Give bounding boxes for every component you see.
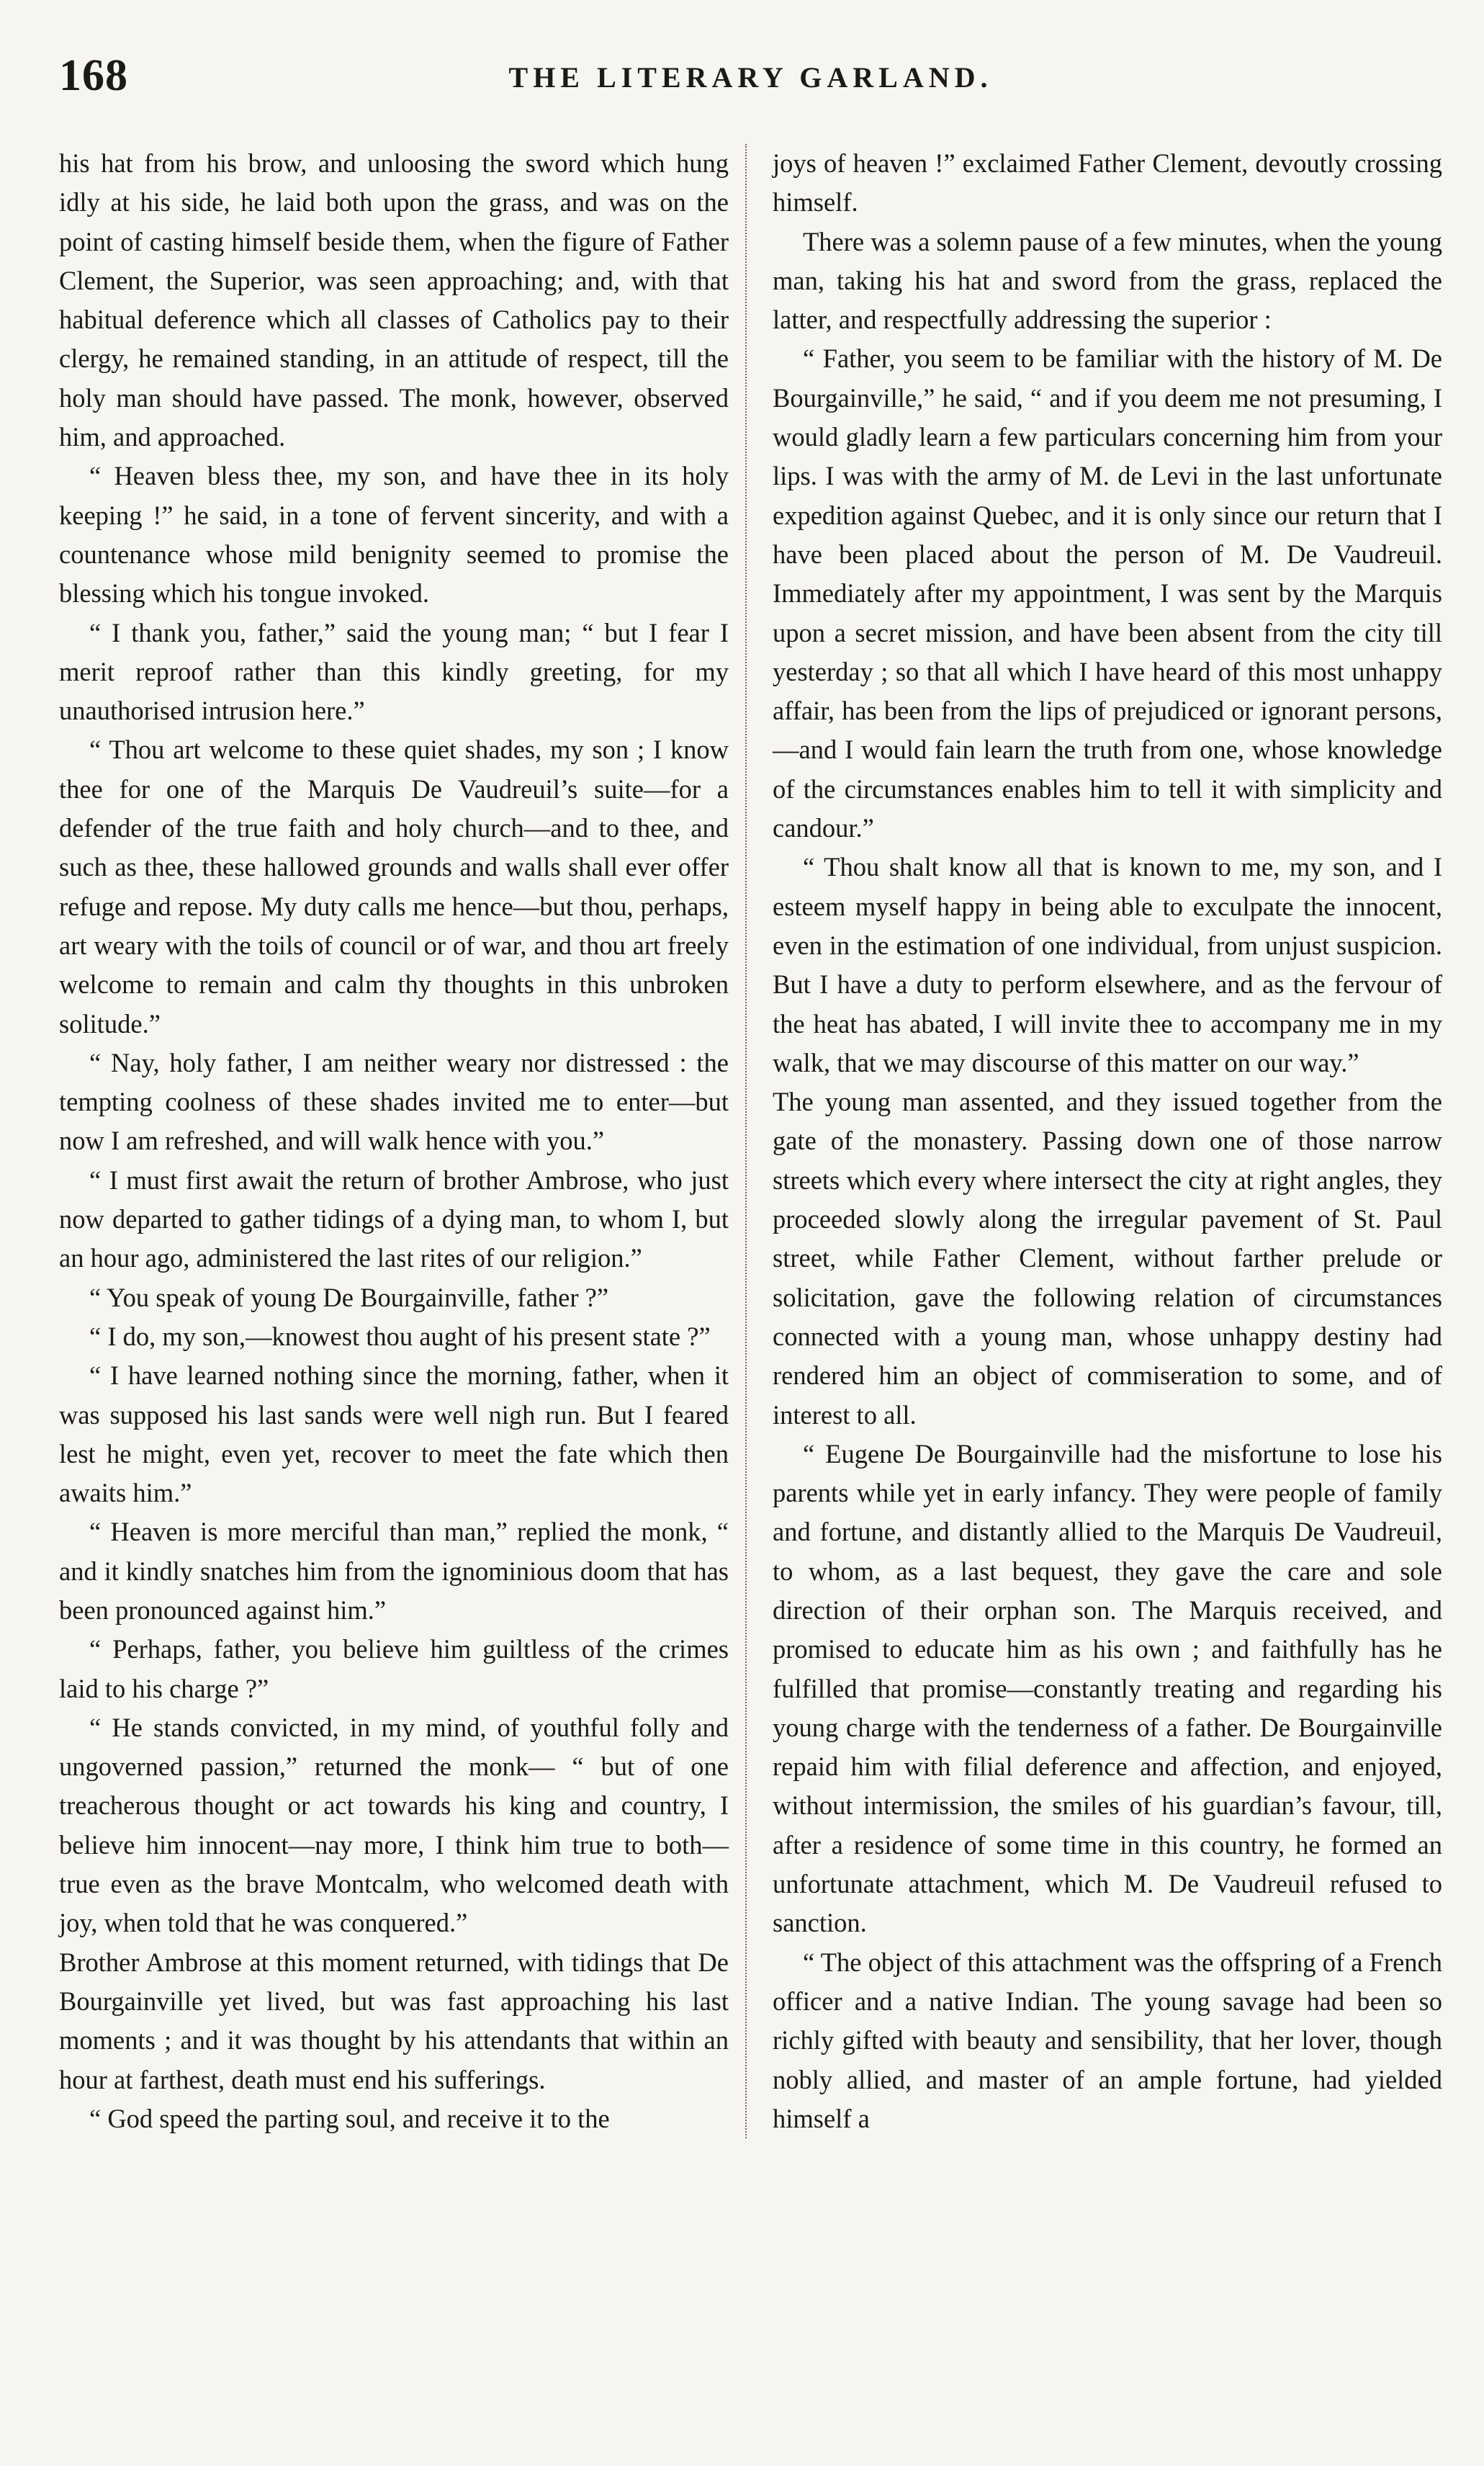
paragraph: “ Eugene De Bourgainville had the misfortune to lose his parents while yet in early infancy. They were people of family and fortune, and distantly allied to the Marquis De Vaudreuil, to whom, as a last bequest, they gave the care and sole direction of their orphan son. The Marquis received, and promised to educate him as his own ; and faithfully has he fulfilled that promise—constantly treating and regarding his young charge with the tenderness of a father. De Bourgainville repaid him with filial deference and affection, and enjoyed, without intermission, the smiles of his guardian’s favour, till, after a residence of some time in this country, he formed an unfortunate attachment, which M. De Vaudreuil refused to sanction. [773, 1438, 1442, 1938]
paragraph: “ I have learned nothing since the morning, father, when it was supposed his last sands were well nigh run. But I feared lest he might, even yet, recover to meet the fate which then awaits him.” [59, 1360, 729, 1508]
paragraph: “ God speed the parting soul, and receive it to the [89, 2103, 610, 2133]
paragraph: “ Father, you seem to be familiar with the history of M. De Bourgainville,” he said, “ and if you deem me not presuming, I would gladly learn a few particulars concerning him from your lips. I was with the army of M. de Levi in the last unfortunate expedition against Quebec, and it is only since our return that I have been placed about the person of M. De Vaudreuil. Immediately after my appointment, I was sent by the Marquis upon a secret mission, and have been absent from the city till yesterday ; so that all which I have heard of this most unhappy affair, has been from the lips of prejudiced or ignorant persons,—and I would fain learn the truth from one, whose knowledge of the circumstances enables him to tell it with simplicity and candour.” [773, 344, 1442, 843]
paragraph: “ Heaven bless thee, my son, and have thee in its holy keeping !” he said, in a tone of fervent sincerity, and with a countenance whose mild benignity seemed to promise the blessing which his tongue invoked. [59, 461, 729, 609]
paragraph: joys of heaven !” exclaimed Father Clement, devoutly crossing himself. [773, 148, 1442, 218]
page-header [59, 50, 1442, 120]
page-number: 168 [59, 51, 128, 100]
paragraph: There was a solemn pause of a few minutes, when the young man, taking his hat and sword from the grass, replaced the latter, and respectfully addressing the superior : [773, 226, 1442, 335]
text-columns [59, 144, 1442, 2138]
paragraph: “ Thou shalt know all that is known to me, my son, and I esteem myself happy in being able to exculpate the innocent, even in the estimation of one individual, from unjust suspicion. But I have a duty to perform elsewhere, and as the fervour of the heat has abated, I will invite thee to accompany me in my walk, that we may discourse of this matter on our way.” [773, 852, 1442, 1077]
paragraph: Brother Ambrose at this moment returned, with tidings that De Bourgainville yet lived, but was fast approaching his last moments ; and it was thought by his attendants that within an hour at farthest, death must end his sufferings. [59, 1947, 729, 2094]
paragraph: his hat from his brow, and unloosing the sword which hung idly at his side, he laid both upon the grass, and was on the point of casting himself beside them, when the figure of Father Clement, the Superior, was seen approaching; and, with that habitual deference which all classes of Catholics pay to their clergy, he remained standing, in an attitude of respect, till the holy man should have passed. The monk, however, observed him, and approached. [59, 148, 729, 452]
paragraph: “ Thou art welcome to these quiet shades, my son ; I know thee for one of the Marquis De Vaudreuil’s suite—for a defender of the true faith and holy church—and to thee, and such as thee, these hallowed grounds and walls shall ever offer refuge and repose. My duty calls me hence—but thou, perhaps, art weary with the toils of council or of war, and thou art freely welcome to remain and calm thy thoughts in this unbroken solitude.” [59, 735, 729, 1039]
paragraph: “ The object of this attachment was the offspring of a French officer and a native Indian. The young savage had been so richly gifted with beauty and sensibility, that her lover, though nobly allied, and master of an ample fortune, had yielded himself a [773, 1947, 1442, 2133]
paragraph: “ Heaven is more merciful than man,” replied the monk, “ and it kindly snatches him from the ignominious doom that has been pronounced against him.” [59, 1517, 729, 1625]
paragraph: “ You speak of young De Bourgainville, father ?” [89, 1282, 609, 1312]
left-column [59, 144, 729, 2138]
paragraph: “ I thank you, father,” said the young man; “ but I fear I merit reproof rather than this kindly greeting, for my unauthorised intrusion here.” [59, 617, 729, 726]
running-title: THE LITERARY GARLAND. [508, 61, 993, 94]
right-column [773, 144, 1442, 2138]
paragraph: “ I must first await the return of brother Ambrose, who just now departed to gather tidings of a dying man, to whom I, but an hour ago, administered the last rites of our religion.” [59, 1165, 729, 1273]
paragraph: “ Nay, holy father, I am neither weary nor distressed : the tempting coolness of these shades invited me to enter—but now I am refreshed, and will walk hence with you.” [59, 1047, 729, 1156]
paragraph: “ Perhaps, father, you believe him guiltless of the crimes laid to his charge ?” [59, 1634, 729, 1703]
paragraph: “ He stands convicted, in my mind, of youthful folly and ungoverned passion,” returned the monk— “ but of one treacherous thought or act towards his king and country, I believe him innocent—nay more, I think him true to both—true even as the brave Montcalm, who welcomed death with joy, when told that he was conquered.” [59, 1712, 729, 1938]
column-divider [745, 144, 747, 2138]
paragraph: The young man assented, and they issued together from the gate of the monastery. Passing down one of those narrow streets which every where intersect the city at right angles, they proceeded slowly along the irregular pavement of St. Paul street, while Father Clement, without farther prelude or solicitation, gave the following relation of circumstances connected with a young man, whose unhappy destiny had rendered him an object of commiseration to some, and of interest to all. [773, 1087, 1442, 1430]
paragraph: “ I do, my son,—knowest thou aught of his present state ?” [89, 1321, 711, 1351]
